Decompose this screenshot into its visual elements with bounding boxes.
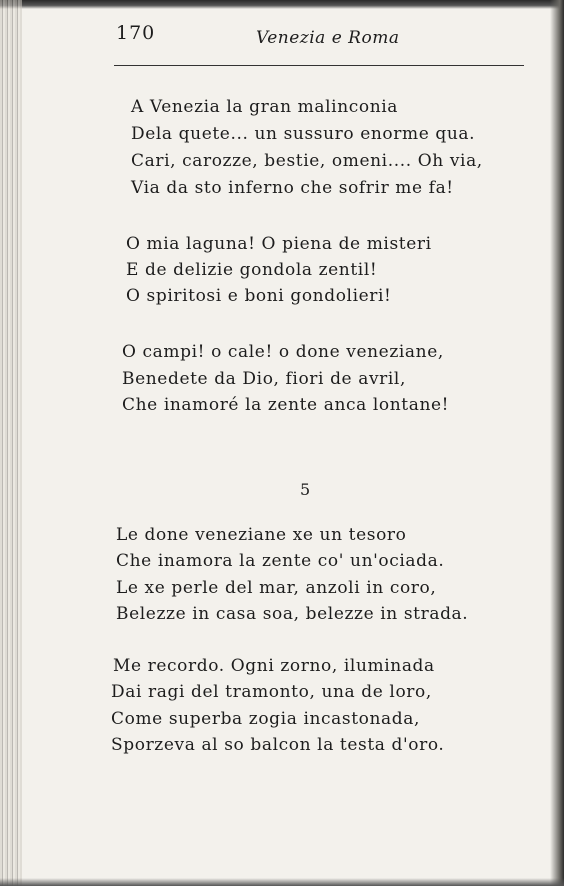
binding-edge bbox=[0, 0, 22, 886]
page-top-edge bbox=[0, 0, 564, 9]
verse-line: Via da sto inferno che sofrir me fa! bbox=[131, 178, 454, 198]
page-number: 170 bbox=[116, 22, 156, 44]
running-title: Venezia e Roma bbox=[256, 28, 400, 48]
verse-line: Dai ragi del tramonto, una de loro, bbox=[111, 682, 432, 702]
verse-line: Me recordo. Ogni zorno, iluminada bbox=[113, 656, 435, 676]
verse-line: Le xe perle del mar, anzoli in coro, bbox=[116, 578, 437, 598]
verse-line: Che inamora la zente co' un'ociada. bbox=[116, 551, 445, 571]
verse-line: Benedete da Dio, fiori de avril, bbox=[122, 369, 406, 389]
verse-line: Sporzeva al so balcon la testa d'oro. bbox=[111, 735, 445, 755]
verse-line: O campi! o cale! o done veneziane, bbox=[122, 342, 444, 362]
page-bottom-edge bbox=[0, 878, 564, 886]
verse-line: O spiritosi e boni gondolieri! bbox=[126, 286, 392, 306]
verse-line: Dela quete... un sussuro enorme qua. bbox=[131, 124, 476, 144]
verse-line: O mia laguna! O piena de misteri bbox=[126, 234, 432, 254]
page-right-edge bbox=[550, 0, 564, 886]
verse-line: Le done veneziane xe un tesoro bbox=[116, 525, 407, 545]
verse-line: Cari, carozze, bestie, omeni.... Oh via, bbox=[131, 151, 483, 171]
verse-line: Come superba zogia incastonada, bbox=[111, 709, 420, 729]
verse-line: Belezze in casa soa, belezze in strada. bbox=[116, 604, 469, 624]
verse-line: Che inamoré la zente anca lontane! bbox=[122, 395, 450, 415]
verse-line: A Venezia la gran malinconia bbox=[131, 97, 399, 117]
header-rule bbox=[114, 65, 524, 66]
section-number: 5 bbox=[300, 480, 311, 499]
verse-line: E de delizie gondola zentil! bbox=[126, 260, 378, 280]
